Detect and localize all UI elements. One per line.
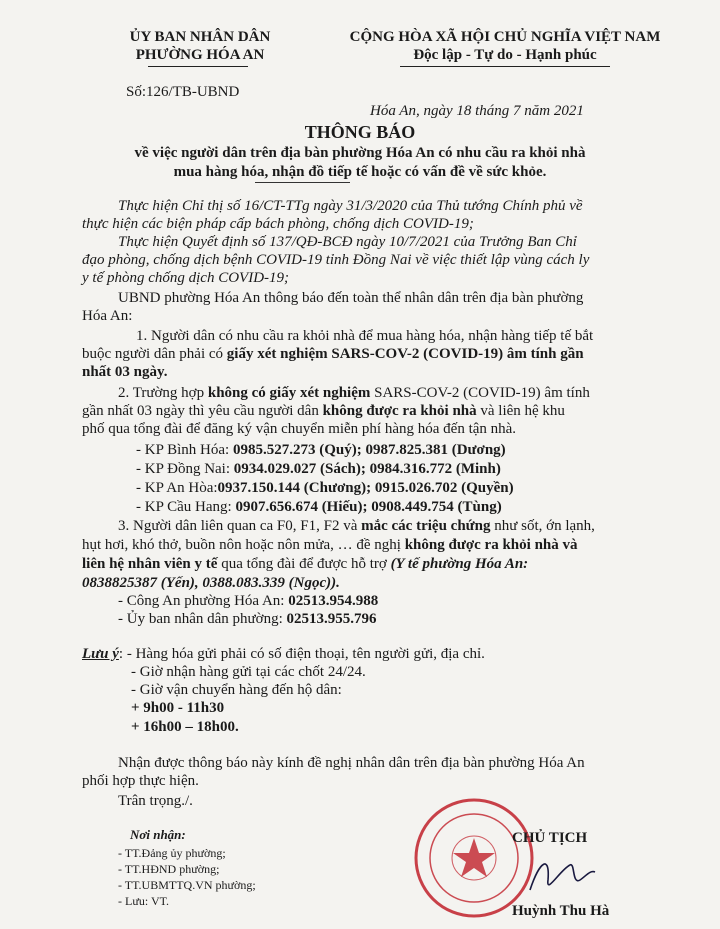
subtitle-underline [255,182,350,183]
national-header [305,28,705,64]
contact-binh-hoa: - KP Bình Hóa: 0985.527.273 (Quý); 0987.825.381 (Dương) [136,442,506,458]
subtitle-line-1: về việc người dân trên địa bàn phường Hóa An có nhu cầu ra khỏi nhà [134,145,586,161]
recipient-4: - Lưu: VT. [118,894,170,908]
issuer-line-2: PHƯỜNG HÓA AN [135,47,265,63]
document-number: Số:126/TB-UBND [126,84,240,100]
notice-intro-a: UBND phường Hóa An thông báo đến toàn thể nhân dân trên địa bàn phường [118,290,584,306]
committee-contact: - Ủy ban nhân dân phường: 02513.955.796 [118,611,377,627]
recipient-1: - TT.Đảng ủy phường; [118,846,226,860]
signer-title: CHỦ TỊCH [512,830,588,846]
preamble-1b: thực hiện các biện pháp cấp bách phòng, chống dịch COVID-19; [82,216,474,232]
national-title: CỘNG HÒA XÃ HỘI CHỦ NGHĨA VIỆT NAM [349,29,661,45]
subtitle-line-2: mua hàng hóa, nhận đồ tiếp tế hoặc có vấn đề về sức khỏe. [173,164,547,180]
issuer-line-1: ỦY BAN NHÂN DÂN [129,29,271,45]
preamble-2c: y tế phòng chống dịch COVID-19; [82,270,290,286]
item1-line1: 1. Người dân có nhu cầu ra khỏi nhà để mua hàng hóa, nhận hàng tiếp tế bắt [136,328,594,344]
item3-line4: 0838825387 (Yến), 0388.083.339 (Ngọc)). [82,575,340,591]
document-title: THÔNG BÁO [304,122,416,142]
preamble-2a: Thực hiện Quyết định số 137/QĐ-BCĐ ngày 10/7/2021 của Trưởng Ban Chỉ [118,234,577,250]
note-time2: + 16h00 – 18h00. [131,719,239,735]
note-line3: - Giờ vận chuyển hàng đến hộ dân: [131,682,342,698]
document-date: Hóa An, ngày 18 tháng 7 năm 2021 [370,103,584,119]
issuer-header [100,28,300,64]
contact-an-hoa: - KP An Hòa:0937.150.144 (Chương); 0915.026.702 (Quyền) [136,480,514,496]
item3-line1: 3. Người dân liên quan ca F0, F1, F2 và mắc các triệu chứng như sốt, ớn lạnh, [118,518,595,534]
item1-line3: nhất 03 ngày. [82,364,168,380]
preamble-2b: đạo phòng, chống dịch bệnh COVID-19 tỉnh Đồng Nai về việc thiết lập vùng cách ly [82,252,590,268]
item3-line2: hụt hơi, khó thở, buồn nôn hoặc nôn mửa, … đề nghị không được ra khỏi nhà và [82,537,578,553]
recipients-title: Nơi nhận: [130,827,186,842]
item2-line2: gần nhất 03 ngày thì yêu cầu người dân không được ra khỏi nhà và liên hệ khu [82,403,565,419]
recipient-2: - TT.HĐND phường; [118,862,220,876]
note-time1: + 9h00 - 11h30 [131,700,225,716]
police-contact: - Công An phường Hóa An: 02513.954.988 [118,593,379,609]
motto-underline [400,66,610,67]
closing-line2: phối hợp thực hiện. [82,773,199,789]
note-line1: Lưu ý: - Hàng hóa gửi phải có số điện thoại, tên người gửi, địa chỉ. [82,646,485,662]
notice-intro-b: Hóa An: [82,308,133,324]
item1-line2: buộc người dân phải có giấy xét nghiệm SARS-COV-2 (COVID-19) âm tính gần [82,346,584,362]
closing-regards: Trân trọng./. [118,793,193,809]
recipient-3: - TT.UBMTTQ.VN phường; [118,878,256,892]
signature-icon [520,850,600,900]
item2-line3: phố qua tổng đài để đăng ký vận chuyển miễn phí hàng hóa đến tận nhà. [82,421,517,437]
signer-name: Huỳnh Thu Hà [512,903,610,919]
item2-line1: 2. Trường hợp không có giấy xét nghiệm SARS-COV-2 (COVID-19) âm tính [118,385,590,401]
closing-line1: Nhận được thông báo này kính đề nghị nhân dân trên địa bàn phường Hóa An [118,755,585,771]
contact-dong-nai: - KP Đồng Nai: 0934.029.027 (Sách); 0984.316.772 (Minh) [136,461,501,477]
issuer-underline [148,66,248,67]
preamble-1a: Thực hiện Chỉ thị số 16/CT-TTg ngày 31/3/2020 của Thủ tướng Chính phủ về [118,198,583,214]
contact-cau-hang: - KP Cầu Hang: 0907.656.674 (Hiếu); 0908.449.754 (Tùng) [136,499,502,515]
national-motto: Độc lập - Tự do - Hạnh phúc [413,47,597,63]
item3-line3: liên hệ nhân viên y tế qua tổng đài để được hỗ trợ (Y tế phường Hóa An: [82,556,529,572]
note-line2: - Giờ nhận hàng gửi tại các chốt 24/24. [131,664,366,680]
